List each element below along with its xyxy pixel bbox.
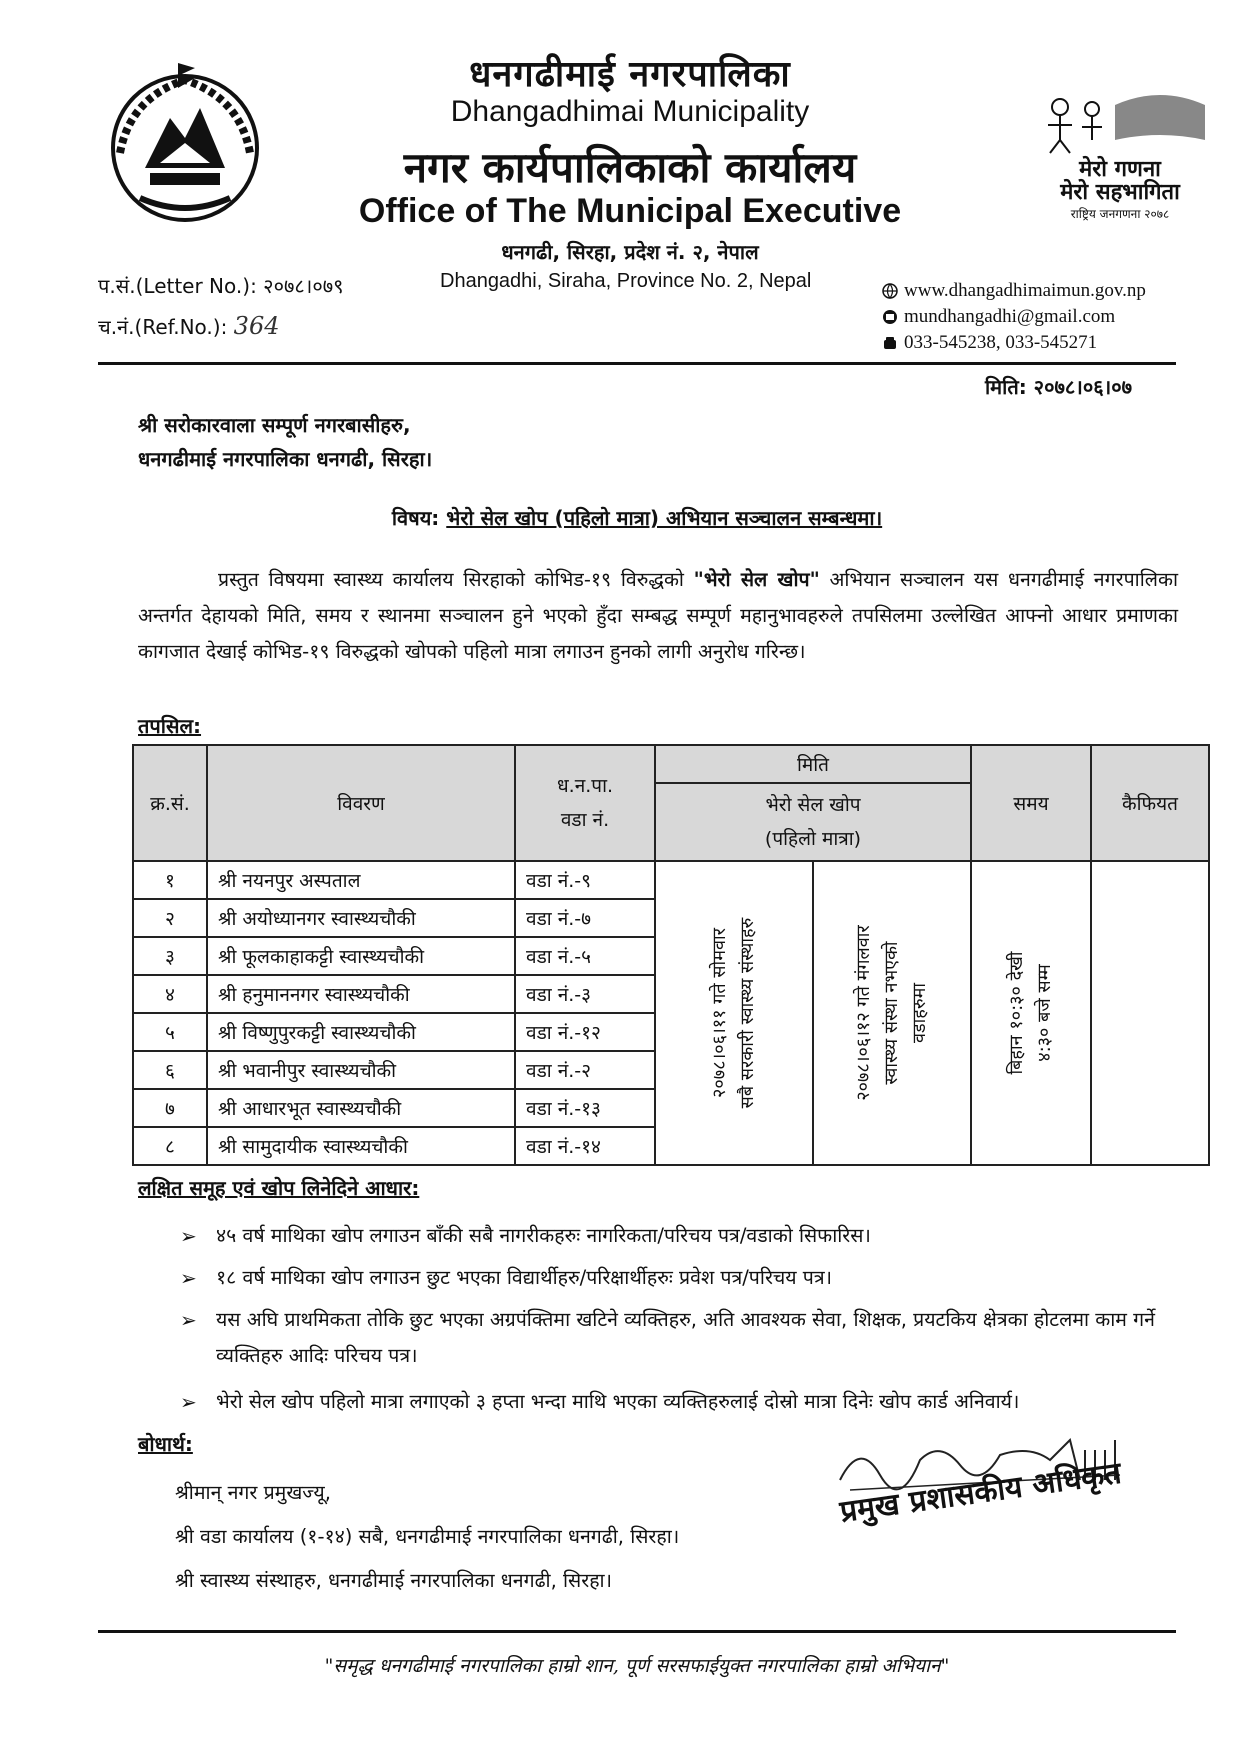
row-sn: २ [133, 899, 207, 937]
header-ward-line2: वडा नं. [560, 809, 610, 831]
header-divider [98, 362, 1176, 365]
row-sn: ६ [133, 1051, 207, 1089]
date1-text [706, 918, 762, 1109]
phone-text: 033-545238, 033-545271 [904, 332, 1098, 353]
subject-text: भेरो सेल खोप (पहिलो मात्रा) अभियान सञ्चालन सम्बन्धमा। [446, 506, 883, 530]
row-ward: वडा नं.-७ [515, 899, 655, 937]
office-title-np: नगर कार्यपालिकाको कार्यालय [403, 143, 857, 192]
date2-line2: स्वास्थ्य संस्था नभएको [881, 941, 902, 1085]
target-group-label: लक्षित समूह एवं खोप लिनेदिने आधार: [138, 1176, 420, 1200]
header-ward-line1: ध.न.पा. [556, 775, 614, 797]
subject-line [98, 504, 1176, 531]
row-ward: वडा नं.-१२ [515, 1013, 655, 1051]
row-ward: वडा नं.-९ [515, 861, 655, 899]
census-figures-icon [1030, 85, 1210, 155]
vaccination-schedule-table [132, 744, 1210, 1166]
date2-line3: वडाहरुमा [909, 982, 930, 1044]
row-ward: वडा नं.-३ [515, 975, 655, 1013]
cc-item: श्री स्वास्थ्य संस्थाहरु, धनगढीमाई नगरपालिका धनगढी, सिरहा। [175, 1569, 612, 1592]
office-address-np: धनगढी, सिरहा, प्रदेश नं. २, नेपाल [501, 240, 759, 264]
office-title-en: Office of The Municipal Executive [358, 192, 902, 230]
bullet-text: भेरो सेल खोप पहिलो मात्रा लगाएको ३ हप्ता भन्दा माथि भएका व्यक्तिहरुलाई दोस्रो मात्रा दिनेः खोप कार्ड अनिवार्य। [216, 1390, 1020, 1413]
list-item [180, 1260, 1176, 1296]
letter-no-value: २०७८।०७९ [263, 274, 344, 298]
bullet-text: १८ वर्ष माथिका खोप लगाउन छुट भएका विद्यार्थीहरु/परिक्षार्थीहरुः प्रवेश पत्र/परिचय पत्र। [216, 1266, 833, 1289]
header-details: विवरण [207, 745, 515, 861]
row-name: श्री नयनपुर अस्पताल [207, 861, 515, 899]
time-line1: बिहान १०:३० देखी [1006, 951, 1027, 1075]
addressee-line2: धनगढीमाई नगरपालिका धनगढी, सिरहा। [138, 447, 433, 471]
row-name: श्री फूलकाहाकट्टी स्वास्थ्यचौकी [207, 937, 515, 975]
reference-number [98, 312, 279, 340]
ref-no-value: 364 [233, 312, 280, 340]
email-text: mundhangadhi@gmail.com [904, 306, 1116, 327]
office-name-en: Dhangadhimai Municipality [450, 95, 810, 128]
census-logo-line3: राष्ट्रिय जनगणना २०७८ [1070, 207, 1170, 221]
addressee-line1: श्री सरोकारवाला सम्पूर्ण नगरबासीहरु, [138, 413, 411, 437]
arrow-bullet-icon: ➢ [180, 1224, 197, 1248]
date2-cell [813, 861, 971, 1165]
header-ward [515, 745, 655, 861]
arrow-bullet-icon: ➢ [180, 1308, 197, 1332]
remarks-cell [1091, 861, 1209, 1165]
row-sn: ३ [133, 937, 207, 975]
phone-icon [882, 335, 898, 351]
date2-text [850, 925, 934, 1101]
signatory-title: प्रमुख प्रशासकीय अधिकृत [837, 1455, 1124, 1530]
list-item [180, 1384, 1176, 1420]
arrow-bullet-icon: ➢ [180, 1390, 197, 1414]
subject-label: विषय: [391, 506, 440, 530]
office-name-np: धनगढीमाई नगरपालिका [469, 54, 791, 95]
row-ward: वडा नं.-१३ [515, 1089, 655, 1127]
globe-icon [882, 283, 898, 299]
arrow-bullet-icon: ➢ [180, 1266, 197, 1290]
footer-slogan: "समृद्ध धनगढीमाई नगरपालिका हाम्रो शान, पूर्ण सरसफाईयुक्त नगरपालिका हाम्रो अभियान" [324, 1655, 950, 1677]
paragraph-part2: अभियान सञ्चालन यस धनगढीमाई नगरपालिका अन्तर्गत देहायको मिति, समय र स्थानमा सञ्चालन हुने भएको हुँदा सम्बद्ध सम्पूर्ण महानुभावहरुले तपसिलमा उल्लेखित आफ्नो आधार प्रमाणका कागजात देखाई कोभिड-१९ विरुद्धको खोपको पहिलो मात्रा लगाउन हुनको लागी अनुरोध गरिन्छ। [138, 568, 1178, 663]
letter-date: मिति: २०७८।०६।०७ [985, 375, 1133, 399]
bullet-text: ४५ वर्ष माथिका खोप लगाउन बाँकी सबै नागरीकहरुः नागरिकता/परिचय पत्र/वडाको सिफारिस। [216, 1224, 871, 1247]
header-sn: क्र.सं. [133, 745, 207, 861]
row-name: श्री सामुदायीक स्वास्थ्यचौकी [207, 1127, 515, 1165]
header-vaccine-line1: भेरो सेल खोप [765, 794, 861, 816]
row-name: श्री विष्णुपुरकट्टी स्वास्थ्यचौकी [207, 1013, 515, 1051]
list-item [180, 1218, 1176, 1254]
row-sn: ८ [133, 1127, 207, 1165]
date1-line1: २०७८।०६।११ गते सोमवार [709, 928, 730, 1098]
date2-line1: २०७८।०६।१२ गते मंगलवार [853, 925, 874, 1101]
contact-email [882, 306, 1115, 328]
row-sn: ७ [133, 1089, 207, 1127]
nepal-emblem-icon [100, 58, 270, 228]
table-row [133, 861, 1209, 899]
row-name: श्री आधारभूत स्वास्थ्यचौकी [207, 1089, 515, 1127]
time-text [1003, 951, 1059, 1074]
cc-item: श्री वडा कार्यालय (१-१४) सबै, धनगढीमाई नगरपालिका धनगढी, सिरहा। [175, 1525, 680, 1548]
ref-no-label: च.नं.(Ref.No.): [98, 315, 228, 339]
email-icon [882, 309, 898, 325]
census-logo [1030, 85, 1210, 225]
time-cell [971, 861, 1091, 1165]
time-line2: ४:३० बजे सम्म [1034, 964, 1055, 1062]
office-address-en: Dhangadhi, Siraha, Province No. 2, Nepal [440, 270, 812, 292]
row-ward: वडा नं.-२ [515, 1051, 655, 1089]
cc-label: बोधार्थ: [138, 1432, 193, 1456]
bullet-text: यस अघि प्राथमिकता तोकि छुट भएका अग्रपंक्तिमा खटिने व्यक्तिहरु, अति आवश्यक सेवा, शिक्षक, प्रयटकिय क्षेत्रका होटलमा काम गर्ने व्यक्तिहरु आदिः परिचय पत्र। [216, 1308, 1155, 1367]
website-text: www.dhangadhimaimun.gov.np [904, 280, 1146, 301]
row-sn: ४ [133, 975, 207, 1013]
tapsil-label: तपसिल: [138, 714, 202, 738]
header-vaccine-line2: (पहिलो मात्रा) [764, 828, 862, 850]
paragraph-bold: "भेरो सेल खोप" [693, 568, 820, 591]
census-logo-line2: मेरो सहभागिता [1060, 180, 1180, 205]
row-name: श्री हनुमाननगर स्वास्थ्यचौकी [207, 975, 515, 1013]
letter-no-label: प.सं.(Letter No.): [98, 274, 257, 298]
date1-line2: सबै सरकारी स्वास्थ्य संस्थाहरु [737, 917, 758, 1109]
contact-website [882, 280, 1146, 302]
row-sn: ५ [133, 1013, 207, 1051]
cc-item: श्रीमान् नगर प्रमुखज्यू, [175, 1481, 331, 1504]
row-name: श्री अयोध्यानगर स्वास्थ्यचौकी [207, 899, 515, 937]
paragraph-part1: प्रस्तुत विषयमा स्वास्थ्य कार्यालय सिरहाको कोभिड-१९ विरुद्धको [218, 568, 694, 591]
date1-cell [655, 861, 813, 1165]
row-sn: १ [133, 861, 207, 899]
contact-phone [882, 332, 1097, 354]
row-ward: वडा नं.-१४ [515, 1127, 655, 1165]
footer-divider [98, 1630, 1176, 1633]
header-vaccine [655, 783, 971, 861]
header-time: समय [971, 745, 1091, 861]
header-remarks: कैफियत [1091, 745, 1209, 861]
list-item [180, 1302, 1176, 1374]
header-date: मिति [655, 745, 971, 783]
row-name: श्री भवानीपुर स्वास्थ्यचौकी [207, 1051, 515, 1089]
letter-number [98, 272, 344, 299]
body-paragraph [138, 562, 1178, 670]
row-ward: वडा नं.-५ [515, 937, 655, 975]
census-logo-line1: मेरो गणना [1079, 157, 1161, 182]
